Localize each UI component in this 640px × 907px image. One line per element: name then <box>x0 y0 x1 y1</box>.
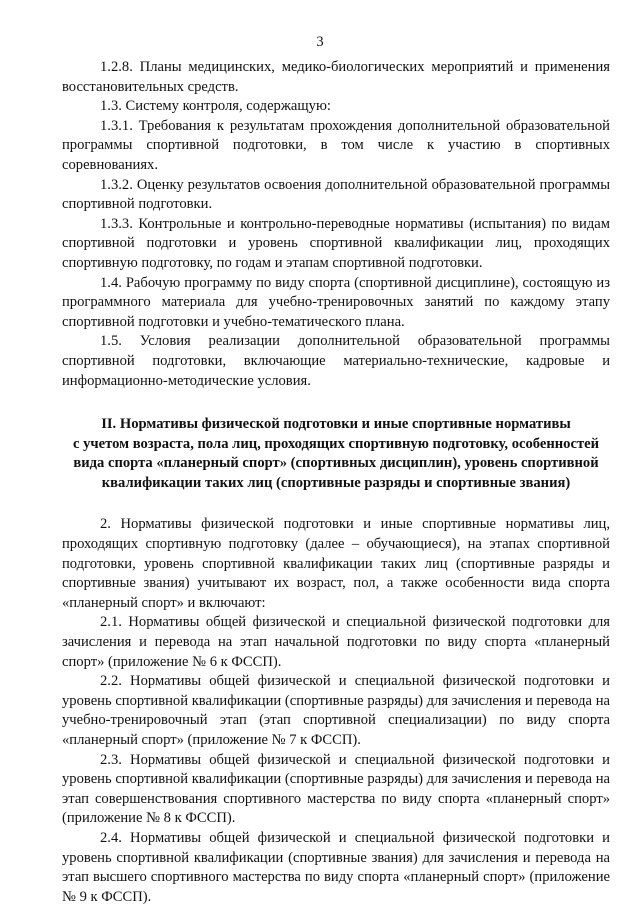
paragraph-1-5: 1.5. Условия реализации дополнительной образовательной программы спортивной подготовки, включающие материально-технические, кадровые и информационно-методические условия. <box>62 333 610 389</box>
paragraph-1-3-3: 1.3.3. Контрольные и контрольно-переводные нормативы (испытания) по видам спортивной подготовки и уровень спортивной квалификации лиц, проходящих спортивную подготовку, по годам и этапам спортивной подготовки. <box>62 215 610 271</box>
paragraph-2-2: 2.2. Нормативы общей физической и специальной физической подготовки и уровень спортивной квалификации (спортивные разряды) для зачисления и перевода на учебно-тренировочный этап (этап спортивной специализации) по виду спорта «планерный спорт» (приложение № 7 к ФССП). <box>62 673 610 748</box>
paragraph-2: 2. Нормативы физической подготовки и иные спортивные нормативы лиц, проходящих спортивную подготовку (далее – обучающиеся), на этапах спортивной подготовки, уровень спортивной квалификации таких лиц (спортивные разряды и спортивные звания) учитывают их возраст, пол, а также особенности вида спорта «планерный спорт» и включают: <box>62 516 610 611</box>
paragraph-1-3-1: 1.3.1. Требования к результатам прохождения дополнительной образовательной программы спортивной подготовки, в том числе к участию в спортивных соревнованиях. <box>62 117 610 173</box>
section-heading-line: вида спорта «планерный спорт» (спортивных дисциплин), уровень спортивной <box>73 455 599 472</box>
section-heading-line: с учетом возраста, пола лиц, проходящих спортивную подготовку, особенностей <box>73 435 599 452</box>
section-heading <box>62 415 610 493</box>
page-number: 3 <box>316 34 324 50</box>
document-body <box>62 58 610 907</box>
paragraph-1-3-2: 1.3.2. Оценку результатов освоения дополнительной образовательной программы спортивной подготовки. <box>62 176 610 213</box>
section-heading-line: II. Нормативы физической подготовки и иные спортивные нормативы <box>101 416 571 433</box>
paragraph-1-4: 1.4. Рабочую программу по виду спорта (спортивной дисциплине), состоящую из программного материала для учебно-тренировочных занятий по каждому этапу спортивной подготовки и учебно-тематического плана. <box>62 274 610 330</box>
paragraph-1-2-8: 1.2.8. Планы медицинских, медико-биологических мероприятий и применения восстановительных средств. <box>62 59 610 95</box>
paragraph-2-3: 2.3. Нормативы общей физической и специальной физической подготовки и уровень спортивной квалификации (спортивные разряды) для зачисления и перевода на этап совершенствования спортивного мастерства по виду спорта «планерный спорт» (приложение № 8 к ФССП). <box>62 751 610 827</box>
paragraph-2-1: 2.1. Нормативы общей физической и специальной физической подготовки для зачисления и перевода на этап начальной подготовки по виду спорта «планерный спорт» (приложение № 6 к ФССП). <box>62 614 610 670</box>
section-heading-line: квалификации таких лиц (спортивные разряды и спортивные звания) <box>101 474 571 491</box>
paragraph-2-4: 2.4. Нормативы общей физической и специальной физической подготовки и уровень спортивной квалификации (спортивные звания) для зачисления и перевода на этап высшего спортивного мастерства по виду спорта «планерный спорт» (приложение № 9 к ФССП). <box>62 829 610 905</box>
paragraph-1-3: 1.3. Систему контроля, содержащую: <box>100 98 331 115</box>
